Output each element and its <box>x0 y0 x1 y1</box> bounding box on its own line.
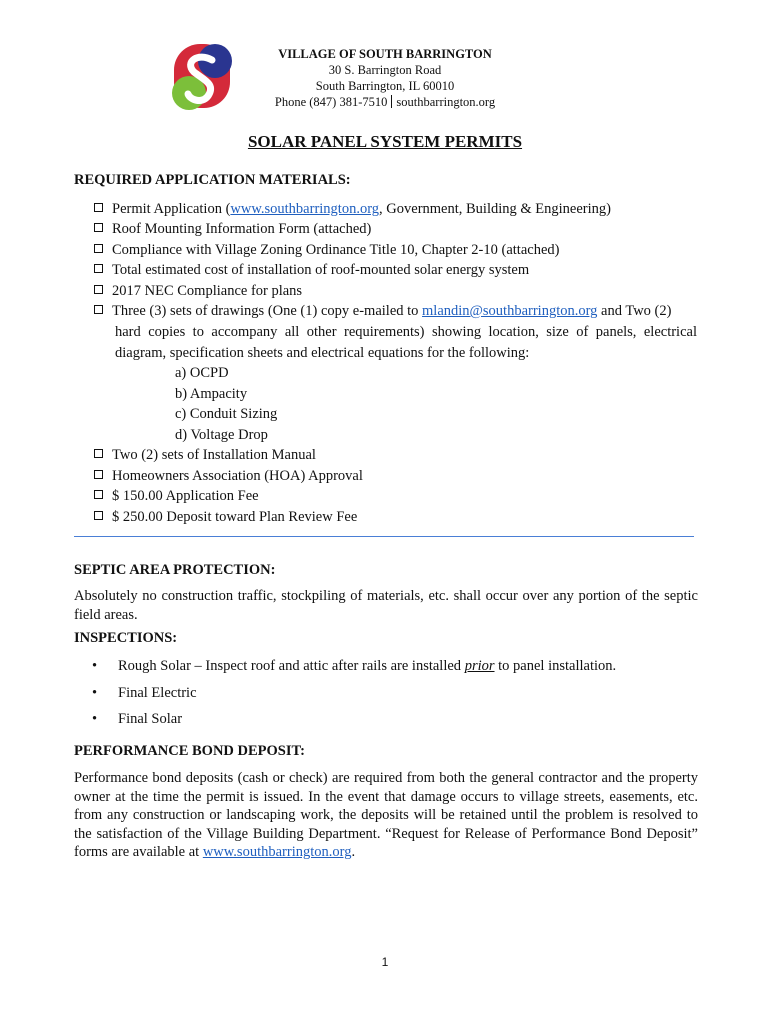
website-link[interactable]: www.southbarrington.org <box>202 844 352 860</box>
checklist-item: Permit Application (www.southbarrington.org, Government, Building & Engineering) <box>94 199 611 219</box>
bullet-icon: • <box>92 658 98 674</box>
required-heading: REQUIRED APPLICATION MATERIALS: <box>74 172 351 188</box>
city-address: South Barrington, IL 60010 <box>315 79 455 93</box>
checkbox-icon[interactable] <box>94 470 103 479</box>
village-logo <box>168 40 236 112</box>
bullet-icon: • <box>92 685 98 701</box>
checklist-item: Total estimated cost of installation of roof-mounted solar energy system <box>94 260 529 280</box>
letterhead <box>270 46 500 110</box>
divider <box>391 95 392 108</box>
septic-heading: SEPTIC AREA PROTECTION: <box>74 562 276 578</box>
checkbox-icon[interactable] <box>94 223 103 232</box>
septic-text: Absolutely no construction traffic, stockpiling of materials, etc. shall occur over any portion of the septic field areas. <box>74 588 698 623</box>
checklist-item: Homeowners Association (HOA) Approval <box>94 466 363 486</box>
inspection-item: • Rough Solar – Inspect roof and attic after rails are installed prior to panel installation. <box>92 658 617 674</box>
checkbox-icon[interactable] <box>94 490 103 499</box>
checklist-item: $ 250.00 Deposit toward Plan Review Fee <box>94 507 357 527</box>
sub-item: b) Ampacity <box>175 386 248 402</box>
checklist-item: 2017 NEC Compliance for plans <box>94 281 302 301</box>
street-address: 30 S. Barrington Road <box>328 63 442 77</box>
checkbox-icon[interactable] <box>94 244 103 253</box>
checkbox-icon[interactable] <box>94 285 103 294</box>
checklist-item: Three (3) sets of drawings (One (1) copy e-mailed to mlandin@southbarrington.org and Two (2) <box>94 301 671 321</box>
inspections-heading: INSPECTIONS: <box>74 630 178 646</box>
checkbox-icon[interactable] <box>94 305 103 314</box>
page-title: SOLAR PANEL SYSTEM PERMITS <box>247 132 523 151</box>
checkbox-icon[interactable] <box>94 264 103 273</box>
section-divider <box>74 536 694 537</box>
bullet-icon: • <box>92 711 98 727</box>
website-link[interactable]: www.southbarrington.org <box>230 201 380 217</box>
phone-number: Phone (847) 381-7510 <box>274 95 388 109</box>
inspection-item: • Final Solar <box>92 711 183 727</box>
drawings-text-line: hard copies to accompany all other requirements) showing location, size of panels, electrical <box>115 324 697 340</box>
contact-line <box>270 94 500 110</box>
inspection-item: • Final Electric <box>92 685 197 701</box>
website-text: southbarrington.org <box>396 95 496 109</box>
sub-item: a) OCPD <box>175 365 229 381</box>
bond-heading: PERFORMANCE BOND DEPOSIT: <box>74 743 305 759</box>
checklist-item: Compliance with Village Zoning Ordinance Title 10, Chapter 2-10 (attached) <box>94 240 559 260</box>
checkbox-icon[interactable] <box>94 449 103 458</box>
checkbox-icon[interactable] <box>94 203 103 212</box>
org-name: VILLAGE OF SOUTH BARRINGTON <box>278 47 492 61</box>
checklist-item: Two (2) sets of Installation Manual <box>94 445 316 465</box>
email-link[interactable]: mlandin@southbarrington.org <box>422 303 598 319</box>
page-number: 1 <box>381 955 389 969</box>
checklist-item: Roof Mounting Information Form (attached) <box>94 219 371 239</box>
checkbox-icon[interactable] <box>94 511 103 520</box>
checklist-item: $ 150.00 Application Fee <box>94 486 259 506</box>
drawings-text-line: diagram, specification sheets and electrical equations for the following: <box>115 345 530 361</box>
bond-text: Performance bond deposits (cash or check) are required from both the general contractor and the property owner at the time the permit is issued. In the event that damage occurs to village streets, easements, etc. from any construction or landscaping work, the deposits will be retained until the problem is resolved to the satisfaction of the Village Building Department. “Request for Release of Performance Bond Deposit” forms are available at www.southbarrington.org. <box>74 770 698 860</box>
sub-item: d) Voltage Drop <box>175 427 268 443</box>
sub-item: c) Conduit Sizing <box>175 406 278 422</box>
